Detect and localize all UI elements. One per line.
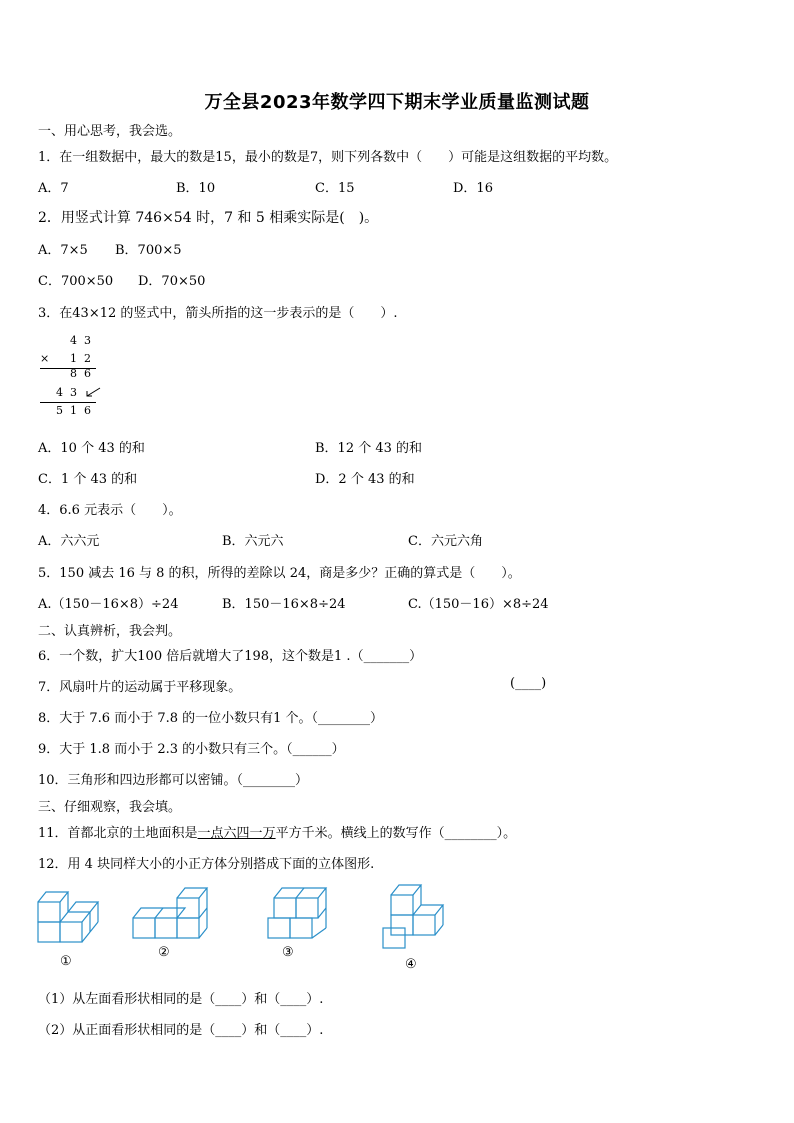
question-1-stem: 1．在一组数据中，最大的数是15，最小的数是7，则下列各数中（ ）可能是这组数据的平均数。 <box>38 150 618 165</box>
question-12-stem: 12．用 4 块同样大小的小正方体分别搭成下面的立体图形. <box>38 857 375 872</box>
question-3-option-b: B．12 个 43 的和 <box>315 441 423 456</box>
cube-figure-4 <box>383 885 443 948</box>
calc-digit: 4 <box>56 386 63 399</box>
question-1-option-c: C．15 <box>315 181 355 196</box>
question-1-option-a: A．7 <box>38 181 69 196</box>
figure-label-2: ② <box>158 945 170 960</box>
question-7-answer-blank[interactable]: (____) <box>510 676 547 691</box>
question-11-prefix: 11．首都北京的土地面积是 <box>38 826 198 841</box>
section-heading-1: 一、用心思考，我会选。 <box>38 124 182 139</box>
question-4-option-a: A．六六元 <box>38 534 100 549</box>
question-2-option-c: C．700×50 <box>38 274 114 289</box>
question-12-part-1: （1）从左面看形状相同的是（____）和（____）. <box>38 992 324 1007</box>
question-9: 9．大于 1.8 而小于 2.3 的小数只有三个。（______） <box>38 742 345 757</box>
question-5-option-b: B．150－16×8÷24 <box>222 597 346 612</box>
question-3-option-c: C．1 个 43 的和 <box>38 472 138 487</box>
arrow-icon <box>84 386 104 400</box>
question-1-option-d: D．16 <box>453 181 493 196</box>
question-2-option-d: D．70×50 <box>138 274 206 289</box>
figure-label-4: ④ <box>405 957 417 972</box>
page-title: 万全县2023年数学四下期末学业质量监测试题 <box>204 92 590 113</box>
question-11 <box>38 822 516 841</box>
calc-digit: 5 <box>56 404 63 417</box>
question-4-option-b: B．六元六 <box>222 534 284 549</box>
question-6: 6．一个数，扩大100 倍后就增大了198，这个数是1 .（_______） <box>38 649 423 664</box>
question-2-option-a: A．7×5 <box>38 243 88 258</box>
question-3-option-a: A．10 个 43 的和 <box>38 441 145 456</box>
figure-label-3: ③ <box>282 945 294 960</box>
calc-digit: 1 <box>70 404 77 417</box>
question-4-option-c: C．六元六角 <box>408 534 483 549</box>
cube-figures <box>0 880 794 1000</box>
calc-digit: 2 <box>84 352 91 365</box>
question-2-option-b: B．700×5 <box>115 243 182 258</box>
cube-figure-3 <box>268 888 326 938</box>
calc-digit: 6 <box>84 367 91 380</box>
calc-times-sign: × <box>40 352 50 365</box>
question-7-stem: 7．风扇叶片的运动属于平移现象。 <box>38 680 242 695</box>
cube-figure-1 <box>38 892 98 942</box>
calc-digit: 4 <box>70 334 77 347</box>
question-1-option-b: B．10 <box>176 181 216 196</box>
question-5-option-c: C.（150－16）×8÷24 <box>408 597 549 612</box>
calc-digit: 8 <box>70 367 77 380</box>
cube-figure-2 <box>133 888 207 938</box>
calc-digit: 3 <box>84 334 91 347</box>
question-3-option-d: D．2 个 43 的和 <box>315 472 415 487</box>
calc-rule <box>40 402 96 403</box>
question-11-suffix: 平方千米。横线上的数写作（________）。 <box>275 826 517 841</box>
question-2-stem: 2．用竖式计算 746×54 时，7 和 5 相乘实际是( )。 <box>38 210 379 226</box>
figure-label-1: ① <box>60 954 72 969</box>
question-3-stem: 3．在43×12 的竖式中，箭头所指的这一步表示的是（ ）. <box>38 306 398 321</box>
calc-digit: 3 <box>70 386 77 399</box>
question-10: 10．三角形和四边形都可以密铺。（________） <box>38 773 309 788</box>
question-5-stem: 5．150 减去 16 与 8 的积，所得的差除以 24，商是多少？正确的算式是（ ）。 <box>38 566 521 581</box>
question-11-underlined-number: 一点六四一万 <box>197 826 276 841</box>
question-12-part-2: （2）从正面看形状相同的是（____）和（____）. <box>38 1023 324 1038</box>
question-4-stem: 4．6.6 元表示（ ）。 <box>38 503 182 518</box>
calc-digit: 1 <box>70 352 77 365</box>
calc-digit: 6 <box>84 404 91 417</box>
question-5-option-a: A.（150－16×8）÷24 <box>38 597 179 612</box>
section-heading-2: 二、认真辨析，我会判。 <box>38 624 182 639</box>
section-heading-3: 三、仔细观察，我会填。 <box>38 800 182 815</box>
question-8: 8．大于 7.6 而小于 7.8 的一位小数只有1 个。（________） <box>38 711 384 726</box>
